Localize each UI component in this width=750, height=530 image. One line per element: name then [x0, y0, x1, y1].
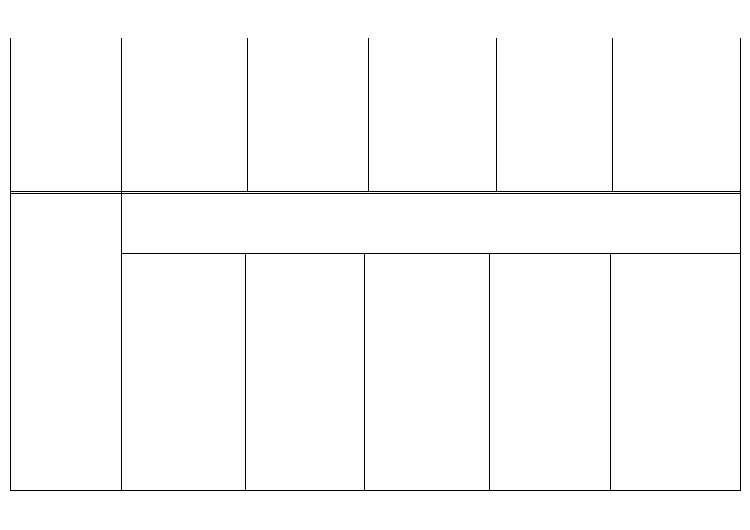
table-border-left	[10, 38, 11, 491]
table-border-bottom	[10, 490, 740, 491]
table-border-right	[740, 38, 741, 491]
column-divider-5b	[610, 253, 611, 491]
column-divider-1	[121, 38, 122, 491]
row-divider-top-b	[10, 193, 740, 194]
column-divider-2b	[245, 253, 246, 491]
column-divider-5	[612, 38, 613, 192]
row-divider-top-a	[10, 191, 740, 192]
column-divider-4	[496, 38, 497, 192]
row-divider-games	[121, 253, 740, 254]
column-divider-3b	[364, 253, 365, 491]
column-divider-3	[368, 38, 369, 192]
column-divider-2	[247, 38, 248, 192]
column-divider-4b	[489, 253, 490, 491]
